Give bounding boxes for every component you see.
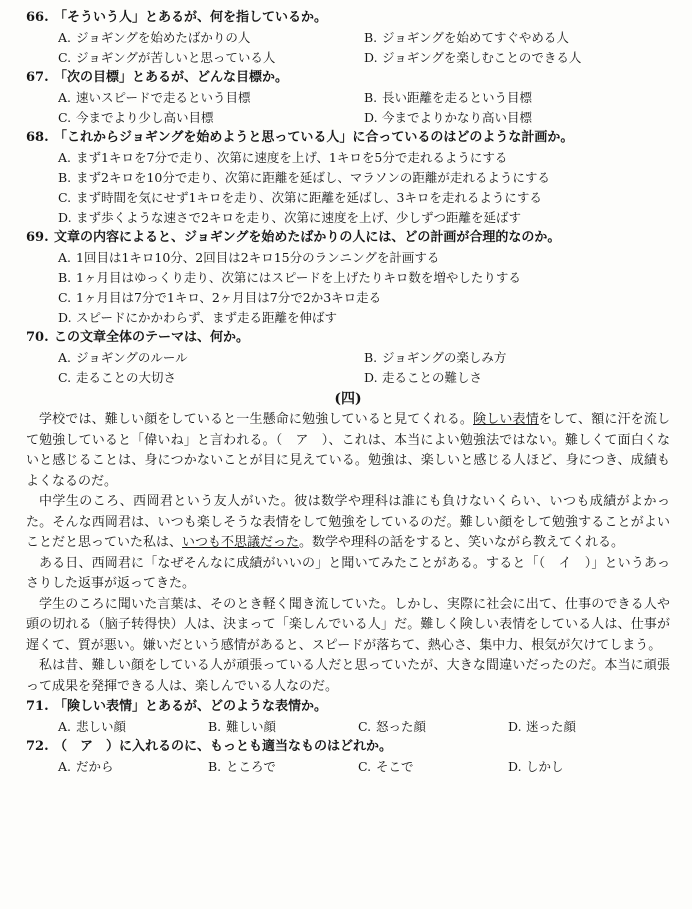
option-d: D. しかし — [508, 759, 564, 774]
option-a: A. 速いスピードで走るという目標 — [58, 90, 251, 105]
question-71 — [26, 697, 670, 737]
passage-paragraph: ある日、西岡君に「なぜそんなに成績がいいの」と聞いてみたことがある。すると「（ イ ）」というあっさりした返事が返ってきた。 — [26, 555, 670, 591]
option-b: B. ところで — [208, 759, 276, 774]
option-d: D. まず歩くような速さで2キロを走り、次第に速度を上げ、少しずつ距離を延ばす — [58, 210, 521, 225]
option-c: C. 今までより少し高い目標 — [58, 110, 214, 125]
section-heading: (四) — [334, 391, 362, 407]
option-a: A. 1回目は1キロ10分、2回目は2キロ15分のランニングを計画する — [58, 250, 440, 265]
question-number: 68. — [26, 130, 49, 145]
question-text: 「これからジョギングを始めようと思っている人」に合っているのはどのような計画か。 — [54, 130, 574, 145]
question-66 — [26, 8, 670, 68]
option-c: C. 1ヶ月目は7分で1キロ、2ヶ月目は7分で2か3キロ走る — [58, 290, 382, 305]
question-text: （ ア ）に入れるのに、もっとも適当なものはどれか。 — [54, 739, 393, 754]
option-c: C. そこで — [358, 759, 414, 774]
option-d: D. 今までよりかなり高い目標 — [364, 110, 533, 125]
option-d: D. 走ることの難しさ — [364, 370, 483, 385]
option-c: C. まず時間を気にせず1キロを走り、次第に距離を延ばし、3キロを走れるようにする — [58, 190, 542, 205]
underlined-phrase: 険しい表情 — [473, 412, 539, 427]
question-number: 71. — [26, 699, 49, 714]
question-number: 69. — [26, 230, 49, 245]
option-c: C. ジョギングが苦しいと思っている人 — [58, 50, 276, 65]
reading-passage — [26, 410, 670, 697]
option-d: D. 迷った顔 — [508, 719, 577, 734]
passage-paragraph: 中学生のころ、西岡君という友人がいた。彼は数学や理科は誰にも負けないくらい、いつも成績がよかった。そんな西岡君は、いつも楽しそうな表情をして勉強をしているのだ。難しい顔をして勉強することがよいことだと思っていた私は、いつも不思議だった。数学や理科の話をすると、笑いながら教えてくれる。 — [26, 494, 670, 550]
option-a: A. ジョギングを始めたばかりの人 — [58, 30, 251, 45]
option-b: B. 長い距離を走るという目標 — [364, 90, 533, 105]
question-text: 「険しい表情」とあるが、どのような表情か。 — [54, 699, 328, 714]
option-a: A. ジョギングのルール — [58, 350, 188, 365]
option-a: A. まず1キロを7分で走り、次第に速度を上げ、1キロを5分で走れるようにする — [58, 150, 508, 165]
option-b: B. 1ヶ月目はゆっくり走り、次第にはスピードを上げたりキロ数を増やしたりする — [58, 270, 521, 285]
passage-paragraph: 私は昔、難しい顔をしている人が頑張っている人だと思っていたが、大きな間違いだったのだ。本当に頑張って成果を発揮できる人は、楽しんでいる人なのだ。 — [26, 658, 670, 694]
option-d: D. ジョギングを楽しむことのできる人 — [364, 50, 582, 65]
option-c: C. 走ることの大切さ — [58, 370, 177, 385]
option-a: A. だから — [58, 759, 114, 774]
passage-paragraph: 学生のころに聞いた言葉は、そのとき軽く聞き流していた。しかし、実際に社会に出て、仕事のできる人や頭の切れる（脑子转得快）人は、決まって「楽しんでいる人」だ。難しく険しい表情をしている人は、仕事が遅くて、質が悪い。嫌いだという感情があると、スピードが落ちて、熱心さ、集中力、根気が欠けてしまう。 — [26, 596, 670, 653]
question-number: 72. — [26, 739, 49, 754]
question-text: 「そういう人」とあるが、何を指しているか。 — [54, 10, 328, 25]
option-c: C. 怒った顔 — [358, 719, 427, 734]
question-text: この文章全体のテーマは、何か。 — [54, 330, 250, 345]
question-number: 66. — [26, 10, 49, 25]
question-72 — [26, 737, 670, 777]
option-a: A. 悲しい顔 — [58, 719, 127, 734]
question-text: 「次の目標」とあるが、どんな目標か。 — [54, 70, 289, 85]
question-text: 文章の内容によると、ジョギングを始めたばかりの人には、どの計画が合理的なのか。 — [54, 230, 561, 245]
option-b: B. ジョギングを始めてすぐやめる人 — [364, 30, 569, 45]
option-b: B. まず2キロを10分で走り、次第に距離を延ばし、マラソンの距離が走れるようにする — [58, 170, 550, 185]
option-b: B. 難しい顔 — [208, 719, 277, 734]
question-70 — [26, 328, 670, 388]
question-69 — [26, 228, 670, 328]
question-68 — [26, 128, 670, 228]
option-d: D. スピードにかかわらず、まず走る距離を伸ばす — [58, 310, 338, 325]
underlined-phrase: いつも不思議だった — [182, 535, 300, 550]
passage-paragraph: 学校では、難しい顔をしていると一生懸命に勉強していると見てくれる。険しい表情をして、額に汗を流して勉強していると「偉いね」と言われる。（ ア ）、これは、本当によい勉強法ではない。難しくて面白くないと感じることは、身につかないことが目に見えている。勉強は、楽しいと感じる人ほど、身につき、成績もよくなるのだ。 — [26, 412, 670, 489]
question-67 — [26, 68, 670, 128]
question-number: 67. — [26, 70, 49, 85]
option-b: B. ジョギングの楽しみ方 — [364, 350, 507, 365]
question-number: 70. — [26, 330, 49, 345]
